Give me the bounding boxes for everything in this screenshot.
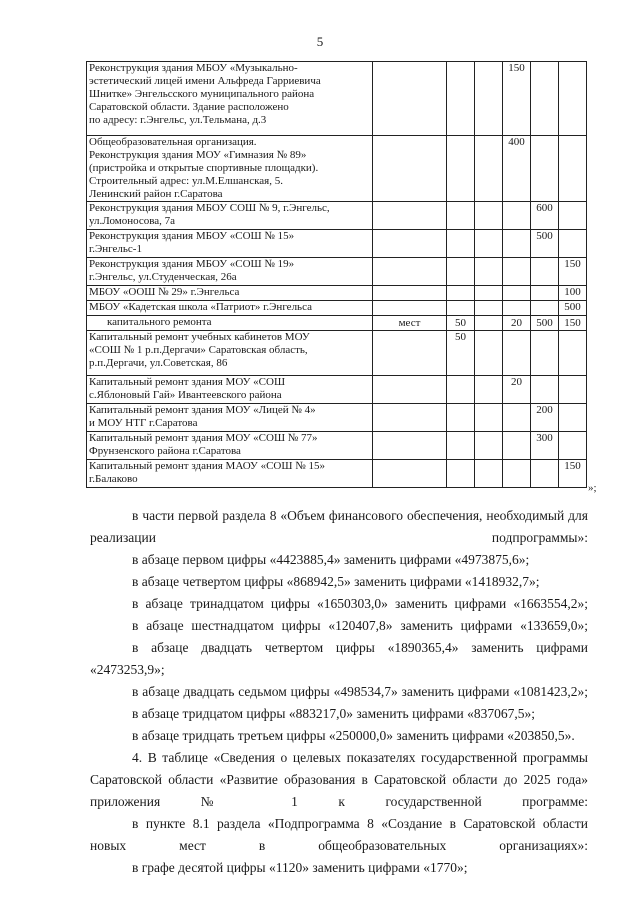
- table-cell-value-1: [447, 432, 475, 460]
- paragraph-5: в абзаце шестнадцатом цифры «120407,8» заменить цифрами «133659,0»;: [132, 618, 588, 633]
- table-cell-value-2: [475, 432, 503, 460]
- table-cell-value-4: [531, 286, 559, 301]
- table-row: [87, 230, 587, 258]
- table-cell-value-4: 500: [531, 230, 559, 258]
- table-cell-value-2: [475, 202, 503, 230]
- table-cell-value-4: 200: [531, 404, 559, 432]
- table-cell-value-4: [531, 331, 559, 376]
- table-cell-value-2: [475, 376, 503, 404]
- table-row: [87, 301, 587, 316]
- table-cell-value-2: [475, 136, 503, 202]
- table-cell-value-3: [503, 230, 531, 258]
- table-cell-object: Капитальный ремонт здания МОУ «Лицей № 4» и МОУ НТГ г.Саратова: [87, 404, 373, 432]
- table-row: [87, 258, 587, 286]
- table-cell-value-4: 500: [531, 316, 559, 331]
- paragraph-7: в абзаце двадцать седьмом цифры «498534,7» заменить цифрами «1081423,2»;: [132, 684, 588, 699]
- table-cell-value-3: [503, 331, 531, 376]
- table-cell-value-2: [475, 286, 503, 301]
- table-cell-value-1: [447, 136, 475, 202]
- table-cell-value-4: [531, 62, 559, 136]
- table-cell-value-3: [503, 202, 531, 230]
- table-cell-unit: [373, 331, 447, 376]
- paragraph-11: в пункте 8.1 раздела «Подпрограмма 8 «Создание в Саратовской области новых мест в общеобразовательных организациях»:: [90, 816, 588, 853]
- table-cell-object: Реконструкция здания МБОУ «Музыкально- эстетический лицей имени Альфреда Гарриевича Шнитке» Энгельсского муниципального района Саратовской области. Здание расположено по адресу: г.Энгельс, ул.Тельмана, д.3: [87, 62, 373, 136]
- table-cell-value-5: 150: [559, 258, 587, 286]
- table-cell-value-4: [531, 376, 559, 404]
- table-cell-value-3: 20: [503, 316, 531, 331]
- table-cell-value-1: 50: [447, 316, 475, 331]
- paragraph-12: в графе десятой цифры «1120» заменить цифрами «1770»;: [132, 860, 468, 875]
- table-cell-value-2: [475, 258, 503, 286]
- table-cell-unit: [373, 432, 447, 460]
- table-closing-mark: »;: [588, 482, 597, 494]
- table-row: [87, 62, 587, 136]
- table-cell-value-3: 150: [503, 62, 531, 136]
- table-cell-value-5: 150: [559, 460, 587, 488]
- table-cell-value-3: [503, 286, 531, 301]
- table-row: [87, 202, 587, 230]
- table-cell-value-5: [559, 136, 587, 202]
- table-cell-value-4: [531, 258, 559, 286]
- table-cell-value-3: [503, 460, 531, 488]
- data-table: [86, 61, 587, 488]
- table-cell-object: Капитальный ремонт здания МОУ «СОШ с.Яблоновый Гай» Ивантеевского района: [87, 376, 373, 404]
- table-cell-value-3: 400: [503, 136, 531, 202]
- table-row: [87, 331, 587, 376]
- paragraph-9: в абзаце тридцать третьем цифры «250000,0» заменить цифрами «203850,5».: [132, 728, 575, 743]
- table-cell-value-5: [559, 432, 587, 460]
- table-cell-object: Реконструкция здания МБОУ «СОШ № 19» г.Энгельс, ул.Студенческая, 26а: [87, 258, 373, 286]
- table-cell-value-1: [447, 301, 475, 316]
- table-cell-object: капитального ремонта: [87, 316, 373, 331]
- table-row: [87, 316, 587, 331]
- table-cell-value-3: 20: [503, 376, 531, 404]
- paragraph-6: в абзаце двадцать четвертом цифры «1890365,4» заменить цифрами «2473253,9»;: [90, 640, 588, 677]
- table-cell-value-3: [503, 301, 531, 316]
- table-cell-value-5: [559, 62, 587, 136]
- table-cell-value-2: [475, 230, 503, 258]
- table-row: [87, 136, 587, 202]
- table-cell-unit: [373, 258, 447, 286]
- table-cell-value-1: [447, 202, 475, 230]
- table-cell-unit: [373, 301, 447, 316]
- page-number: 5: [316, 34, 324, 49]
- table-cell-unit: [373, 286, 447, 301]
- table-cell-unit: [373, 202, 447, 230]
- table-cell-value-2: [475, 331, 503, 376]
- table-cell-value-5: [559, 331, 587, 376]
- table-cell-value-4: 600: [531, 202, 559, 230]
- table-cell-value-1: 50: [447, 331, 475, 376]
- table-cell-unit: [373, 136, 447, 202]
- table-cell-value-5: [559, 404, 587, 432]
- paragraph-8: в абзаце тридцатом цифры «883217,0» заменить цифрами «837067,5»;: [132, 706, 536, 721]
- table-cell-value-4: [531, 136, 559, 202]
- table-cell-object: Капитальный ремонт учебных кабинетов МОУ «СОШ № 1 р.п.Дергачи» Саратовская область, р.п.Дергачи, ул.Советская, 86: [87, 331, 373, 376]
- table-row: [87, 286, 587, 301]
- table-cell-unit: [373, 62, 447, 136]
- paragraph-10: 4. В таблице «Сведения о целевых показателях государственной программы Саратовской области «Развитие образования в Саратовской области до 2025 года» приложения № 1 к государственной программе:: [90, 750, 588, 809]
- table-cell-value-1: [447, 460, 475, 488]
- table-cell-object: Капитальный ремонт здания МАОУ «СОШ № 15» г.Балаково: [87, 460, 373, 488]
- table-cell-value-1: [447, 258, 475, 286]
- table-cell-value-4: [531, 301, 559, 316]
- table-row: [87, 376, 587, 404]
- table-cell-value-1: [447, 404, 475, 432]
- table-cell-value-2: [475, 62, 503, 136]
- paragraph-2: в абзаце первом цифры «4423885,4» заменить цифрами «4973875,6»;: [132, 552, 530, 567]
- table-cell-value-2: [475, 301, 503, 316]
- table-cell-value-3: [503, 404, 531, 432]
- table-cell-value-1: [447, 286, 475, 301]
- table-cell-value-5: [559, 376, 587, 404]
- table-cell-object: Общеобразовательная организация. Реконструкция здания МОУ «Гимназия № 89» (пристройка и открытые спортивные площадки). Строительный адрес: ул.М.Елшанская, 5. Ленинский район г.Саратова: [87, 136, 373, 202]
- table-cell-unit: [373, 230, 447, 258]
- table-cell-value-5: [559, 230, 587, 258]
- table-cell-value-3: [503, 432, 531, 460]
- table-row: [87, 404, 587, 432]
- table-cell-value-5: 100: [559, 286, 587, 301]
- table-cell-unit: [373, 376, 447, 404]
- table-cell-object: Реконструкция здания МБОУ СОШ № 9, г.Энгельс, ул.Ломоносова, 7а: [87, 202, 373, 230]
- table-cell-value-4: [531, 460, 559, 488]
- table-cell-object: Реконструкция здания МБОУ «СОШ № 15» г.Энгельс-1: [87, 230, 373, 258]
- table-cell-value-1: [447, 376, 475, 404]
- table-cell-value-5: 150: [559, 316, 587, 331]
- table-cell-value-3: [503, 258, 531, 286]
- table-row: [87, 460, 587, 488]
- table-cell-value-5: 500: [559, 301, 587, 316]
- table-cell-value-2: [475, 316, 503, 331]
- table-cell-unit: мест: [373, 316, 447, 331]
- table-cell-object: МБОУ «ООШ № 29» г.Энгельса: [87, 286, 373, 301]
- table-row: [87, 432, 587, 460]
- table-cell-object: Капитальный ремонт здания МОУ «СОШ № 77» Фрунзенского района г.Саратова: [87, 432, 373, 460]
- table-cell-value-4: 300: [531, 432, 559, 460]
- paragraph-4: в абзаце тринадцатом цифры «1650303,0» заменить цифрами «1663554,2»;: [132, 596, 588, 611]
- table-cell-value-5: [559, 202, 587, 230]
- table-cell-unit: [373, 460, 447, 488]
- body-text: [90, 505, 588, 879]
- paragraph-1: в части первой раздела 8 «Объем финансового обеспечения, необходимый для реализации подпрограммы»:: [90, 508, 588, 545]
- table-cell-unit: [373, 404, 447, 432]
- paragraph-3: в абзаце четвертом цифры «868942,5» заменить цифрами «1418932,7»;: [132, 574, 540, 589]
- table-cell-value-1: [447, 230, 475, 258]
- table-cell-value-2: [475, 460, 503, 488]
- table-cell-value-1: [447, 62, 475, 136]
- table-cell-value-2: [475, 404, 503, 432]
- table-cell-object: МБОУ «Кадетская школа «Патриот» г.Энгельса: [87, 301, 373, 316]
